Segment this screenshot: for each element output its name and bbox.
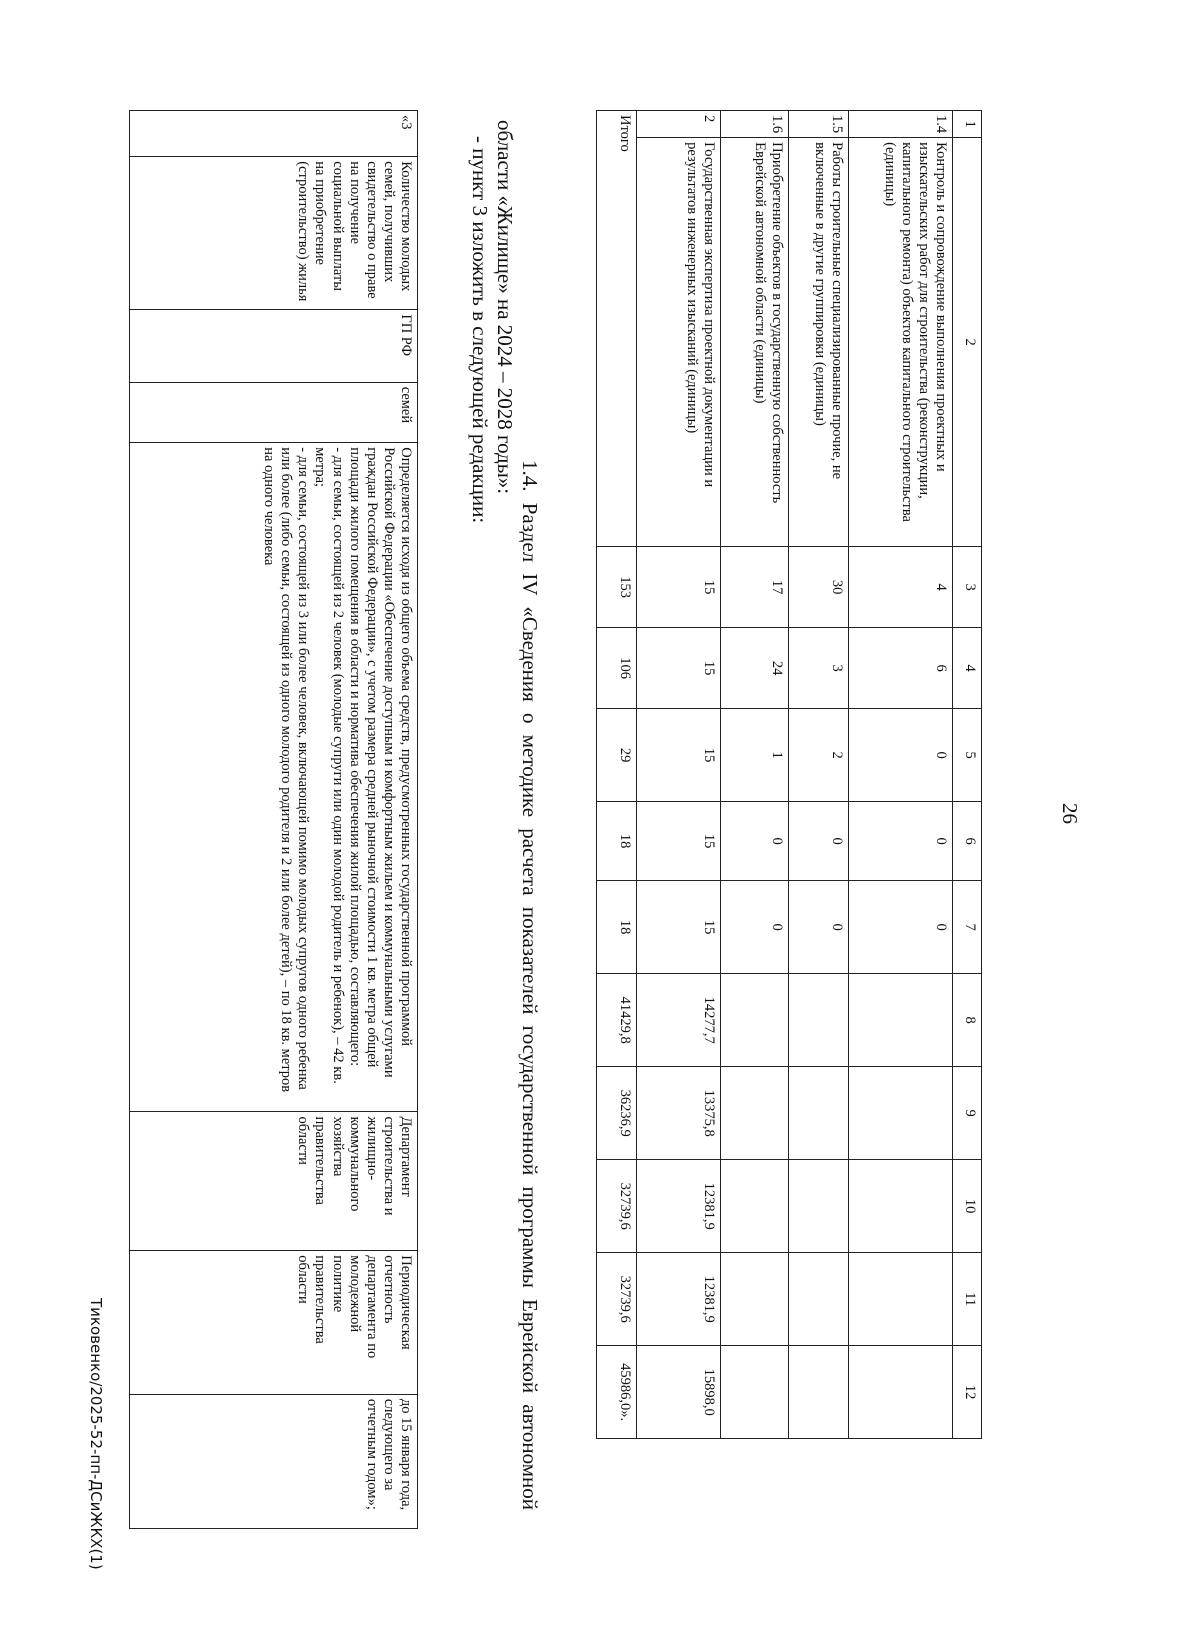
value-cell <box>721 1067 789 1160</box>
value-cell: 15 <box>637 628 721 709</box>
value-cell: 18 <box>597 881 637 974</box>
method-table <box>129 110 418 1529</box>
value-cell: 15898,0 <box>637 1346 721 1439</box>
header-cell: 11 <box>953 1253 982 1346</box>
value-cell: 45986,0». <box>597 1346 637 1439</box>
value-cell <box>789 974 849 1067</box>
responsible-department: Департамент строительства и жилищно-коммунального хозяйства правительства области <box>130 1112 418 1251</box>
indicators-table <box>596 110 982 1439</box>
value-cell: 1 <box>721 709 789 802</box>
header-cell: 3 <box>953 547 982 628</box>
value-cell: 0 <box>849 709 953 802</box>
value-cell <box>849 1067 953 1160</box>
value-cell <box>849 1160 953 1253</box>
value-cell: 0 <box>849 881 953 974</box>
value-cell: 30 <box>789 547 849 628</box>
header-cell: 9 <box>953 1067 982 1160</box>
header-cell: 4 <box>953 628 982 709</box>
value-cell: 18 <box>597 802 637 881</box>
header-cell: 5 <box>953 709 982 802</box>
value-cell: 36236,9 <box>597 1067 637 1160</box>
value-cell: 15 <box>637 881 721 974</box>
row-name: Работы строительные специализированные прочие, не включенные в другие группировки (единицы) <box>789 138 849 547</box>
value-cell: 15 <box>637 547 721 628</box>
value-cell: 32739,6 <box>597 1253 637 1346</box>
header-cell: 1 <box>953 111 982 138</box>
value-cell: 153 <box>597 547 637 628</box>
value-cell: 29 <box>597 709 637 802</box>
value-cell <box>721 1346 789 1439</box>
data-source: Периодическая отчетность департамента по молодежной политике правительства области <box>130 1251 418 1395</box>
value-cell: 15 <box>637 709 721 802</box>
value-cell <box>789 1346 849 1439</box>
row-number: 1.6 <box>721 111 789 138</box>
row-name: Государственная экспертиза проектной документации и результатов инженерных изысканий (единицы) <box>637 138 721 547</box>
value-cell: 14277,7 <box>637 974 721 1067</box>
total-row <box>597 111 637 1439</box>
value-cell: 6 <box>849 628 953 709</box>
row-number: 2 <box>637 111 721 138</box>
value-cell: 32739,6 <box>597 1160 637 1253</box>
header-cell: 2 <box>953 138 982 547</box>
heading-line-3: - пункт 3 изложить в следующей редакции: <box>467 136 492 524</box>
header-cell: 6 <box>953 802 982 881</box>
row-number: 1.4 <box>849 111 953 138</box>
table-row <box>789 111 849 1439</box>
heading-line-1: 1.4. Раздел IV «Сведения о методике расчета показателей государственной программы Еврейской автономной <box>518 460 542 1510</box>
value-cell <box>721 1160 789 1253</box>
value-cell: 12381,9 <box>637 1160 721 1253</box>
row-number: 1.5 <box>789 111 849 138</box>
row-name: Приобретение объектов в государственную собственность Еврейской автономной области (единицы) <box>721 138 789 547</box>
value-cell: 13375,8 <box>637 1067 721 1160</box>
section-heading <box>466 120 542 1510</box>
table-row <box>637 111 721 1439</box>
row-number: «3 <box>130 111 418 157</box>
value-cell: 12381,9 <box>637 1253 721 1346</box>
row-name: Контроль и сопровождение выполнения проектных и изыскательских работ для строительства (реконструкции, капитального ремонта) объектов капитального строительства (единицы) <box>849 138 953 547</box>
value-cell <box>789 1253 849 1346</box>
value-cell <box>789 1160 849 1253</box>
header-cell: 10 <box>953 1160 982 1253</box>
value-cell: 41429,8 <box>597 974 637 1067</box>
value-cell <box>849 1346 953 1439</box>
value-cell <box>789 1067 849 1160</box>
value-cell <box>721 1253 789 1346</box>
heading-line-2: области «Жилище» на 2024 – 2028 годы»: <box>492 120 517 495</box>
header-cell: 7 <box>953 881 982 974</box>
table-row <box>849 111 953 1439</box>
footer-code: Тиковенко/2025-52-пп-ДСиЖКХ(1) <box>87 1298 105 1570</box>
source-program: ГП РФ <box>130 310 418 382</box>
value-cell: 24 <box>721 628 789 709</box>
header-cell: 12 <box>953 1346 982 1439</box>
value-cell: 2 <box>789 709 849 802</box>
value-cell: 15 <box>637 802 721 881</box>
value-cell <box>849 974 953 1067</box>
value-cell <box>849 1253 953 1346</box>
value-cell: 17 <box>721 547 789 628</box>
value-cell <box>721 974 789 1067</box>
value-cell: 0 <box>789 802 849 881</box>
value-cell: 0 <box>721 881 789 974</box>
value-cell: 4 <box>849 547 953 628</box>
page-number: 26 <box>1058 803 1082 824</box>
method-description: Определяется исходя из общего объема средств, предусмотренных государственной программой Российской Федерации «Обеспечение доступным и комфортным жильем и коммунальными услугами граждан Российской Федерации», с учетом размера средней рыночной стоимости 1 кв. метра общей площади жилого помещения в области и норматива обеспечения жилой площадью, составляющего: - для семьи, состоящей из 2 человек (молодые супруги или один молодой родитель и ребенок), – 42 кв. метра; - для семьи, состоящей из 3 или более человек, включающей помимо молодых супругов одного ребенка или более (либо семьи, состоящей из одного молодого родителя и 2 или более детей), – по 18 кв. метров на одного человека <box>130 443 418 1112</box>
indicator-name: Количество молодых семей, получивших свидетельство о праве на получение социальной выплаты на приобретение (строительство) жилья <box>130 157 418 310</box>
value-cell: 0 <box>789 881 849 974</box>
table-row <box>130 111 418 1529</box>
value-cell: 0 <box>849 802 953 881</box>
total-label: Итого <box>597 111 637 547</box>
value-cell: 0 <box>721 802 789 881</box>
value-cell: 3 <box>789 628 849 709</box>
table-header-row <box>953 111 982 1439</box>
deadline: до 15 января года, следующего за отчетным годом»; <box>130 1394 418 1528</box>
value-cell: 106 <box>597 628 637 709</box>
header-cell: 8 <box>953 974 982 1067</box>
table-row <box>721 111 789 1439</box>
unit-cell: семей <box>130 382 418 443</box>
